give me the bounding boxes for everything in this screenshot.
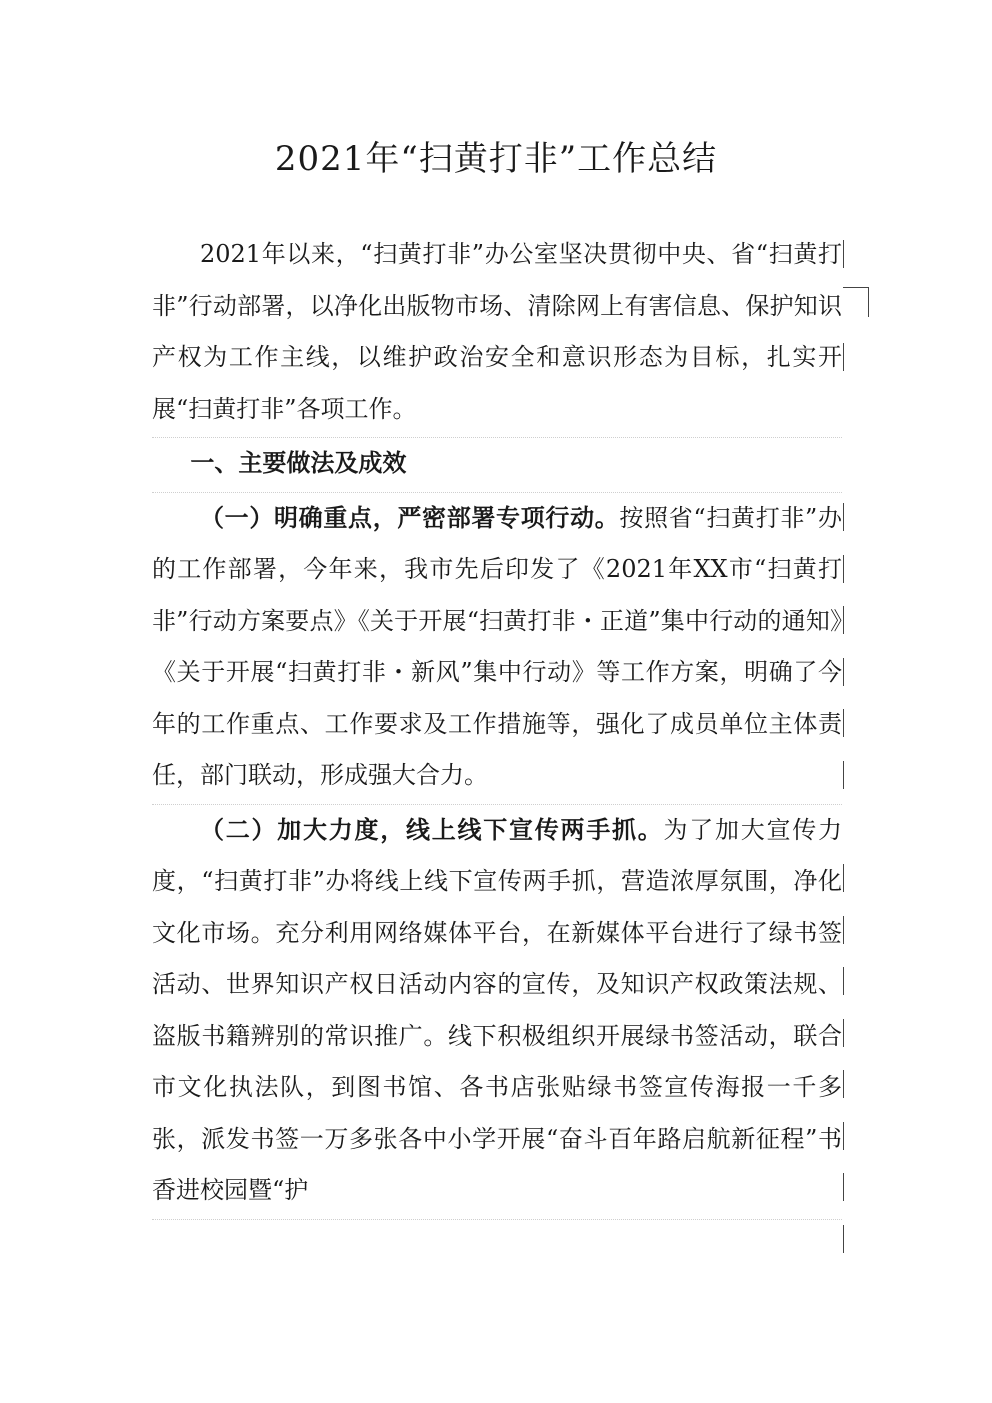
paragraph-text: 为了加大宣传力度，“扫黄打非”办将线上线下宣传两手抓，营造浓厚氛围，净化文化市场。充分利用网络媒体平台，在新媒体平台进行了绿书签活动、世界知识产权日活动内容的宣传，及知识产权政策法规、盗版书籍辨别的常识推广。线下积极组织开展绿书签活动，联合市文化执法队，到图书馆、各书店张贴绿书签宣传海报一千多张，派发书签一万多张各中小学开展“奋斗百年路启航新征程”书香进校园暨“护 (152, 815, 842, 1204)
paragraph-text: 按照省“扫黄打非”办的工作部署，今年来，我市先后印发了《2021年XX市“扫黄打非”行动方案要点》《关于开展“扫黄打非・正道”集中行动的通知》《关于开展“扫黄打非・新风”集中行动》等工作方案，明确了今年的工作重点、工作要求及工作措施等，强化了成员单位主体责任，部门联动，形成强大合力。 (152, 503, 843, 789)
margin-mark (843, 1070, 844, 1098)
margin-mark (843, 555, 844, 583)
margin-mark (843, 606, 844, 634)
document-title: 2021年“扫黄打非”工作总结 (274, 139, 718, 179)
margin-mark (843, 967, 844, 995)
subsection-paragraph-1 (152, 493, 842, 805)
margin-mark (843, 761, 844, 789)
margin-mark (843, 287, 869, 317)
subsection-paragraph-2 (152, 805, 842, 1220)
margin-mark (843, 240, 844, 268)
document-body (152, 229, 842, 1220)
margin-mark (843, 1019, 844, 1047)
subsection-lead: （二）加大力度，线上线下宣传两手抓。 (200, 815, 664, 844)
margin-mark (843, 709, 844, 737)
margin-mark (843, 1225, 844, 1253)
paragraph-text: 2021年以来，“扫黄打非”办公室坚决贯彻中央、省“扫黄打非”行动部署，以净化出版物市场、清除网上有害信息、保护知识产权为工作主线，以维护政治安全和意识形态为目标，扎实开展“扫黄打非”各项工作。 (152, 240, 842, 423)
margin-mark (843, 343, 844, 371)
margin-mark (843, 916, 844, 944)
section-heading: 一、主要做法及成效 (152, 438, 842, 493)
margin-mark (843, 1122, 844, 1150)
subsection-lead: （一）明确重点，严密部署专项行动。 (200, 503, 620, 532)
margin-mark (843, 503, 844, 531)
intro-paragraph (152, 229, 842, 438)
margin-mark (843, 658, 844, 686)
margin-mark (843, 864, 844, 892)
margin-mark (843, 1173, 844, 1201)
